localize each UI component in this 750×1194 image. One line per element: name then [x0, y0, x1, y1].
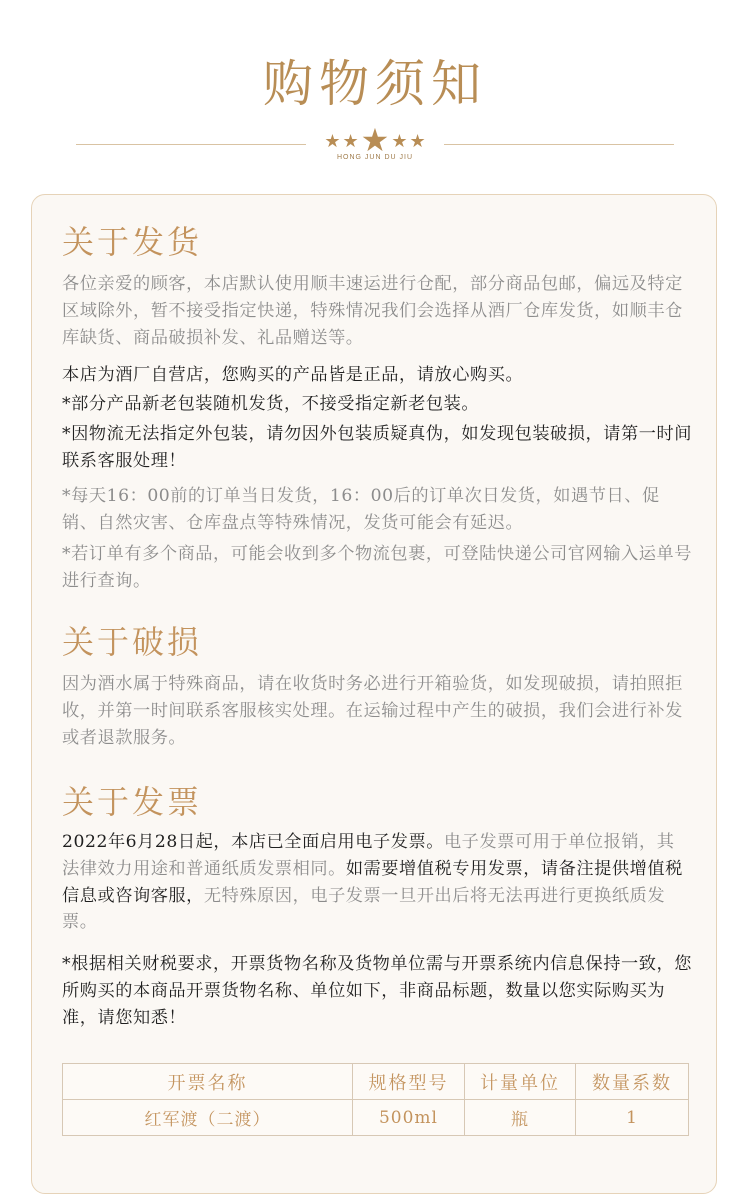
shipping-paragraph-2: 本店为酒厂自营店，您购买的产品皆是正品，请放心购买。 — [62, 365, 524, 385]
table-header-cell: 规格型号 — [353, 1064, 465, 1100]
star-icon: ★ — [324, 131, 341, 152]
table-cell: 1 — [576, 1100, 689, 1136]
page-title: 购物须知 — [263, 55, 487, 113]
invoice-text-no-exchange: 无特殊原因，电子发票一旦开出后将无法再进行更换纸质发票。 — [62, 885, 666, 933]
section-title-invoice: 关于发票 — [62, 783, 203, 821]
table-cell: 红军渡（二渡） — [63, 1100, 353, 1136]
section-title-shipping: 关于发货 — [62, 223, 203, 261]
invoice-text-start-date: 2022年6月28日起，本店已全面启用电子发票。 — [62, 832, 444, 852]
invoice-text-reimburse: 电子发票可用于单位报销，其法律效力用途和普通纸质发票相同。 — [62, 832, 675, 879]
table-cell: 瓶 — [465, 1100, 576, 1136]
invoice-paragraph-2: *根据相关财税要求，开票货物名称及货物单位需与开票系统内信息保持一致，您所购买的本商品开票货物名称、单位如下，非商品标题，数量以您实际购买为准，请您知悉！ — [62, 954, 692, 1028]
star-icon: ★ — [342, 131, 359, 152]
star-icon: ★ — [409, 131, 426, 152]
section-title-damage: 关于破损 — [62, 623, 203, 661]
table-cell: 500ml — [353, 1100, 465, 1136]
shipping-paragraph-4: *因物流无法指定外包装，请勿因外包装质疑真伪，如发现包装破损，请第一时间联系客服处理！ — [62, 424, 692, 471]
table-row — [63, 1100, 689, 1136]
invoice-text-vat: 如需要增值税专用发票，请备注提供增值税信息或咨询客服， — [62, 858, 683, 906]
damage-paragraph-1: 因为酒水属于特殊商品，请在收货时务必进行开箱验货，如发现破损，请拍照拒收，并第一时间联系客服核实处理。在运输过程中产生的破损，我们会进行补发或者退款服务。 — [62, 674, 683, 748]
invoice-paragraph-1 — [62, 829, 692, 936]
table-header-cell: 数量系数 — [576, 1064, 689, 1100]
shipping-paragraph-1: 各位亲爱的顾客，本店默认使用顺丰速运进行仓配，部分商品包邮，偏远及特定区域除外，暂不接受指定快递，特殊情况我们会选择从酒厂仓库发货，如顺丰仓库缺货、商品破损补发、礼品赠送等。 — [62, 274, 683, 348]
invoice-table — [62, 1063, 689, 1136]
shipping-paragraph-3: *部分产品新老包装随机发货，不接受指定新老包装。 — [62, 394, 480, 414]
star-icon: ★ — [360, 121, 390, 159]
title-divider — [0, 121, 750, 166]
shipping-paragraph-6: *若订单有多个商品，可能会收到多个物流包裹，可登陆快递公司官网输入运单号进行查询。 — [62, 544, 692, 591]
shipping-paragraph-5: *每天16：00前的订单当日发货，16：00后的订单次日发货，如遇节日、促销、自然灾害、仓库盘点等特殊情况，发货可能会有延迟。 — [62, 486, 660, 533]
brand-caption: HONG JUN DU JIU — [336, 154, 414, 161]
star-icon: ★ — [391, 131, 408, 152]
table-header-row — [63, 1064, 689, 1100]
table-header-cell: 计量单位 — [465, 1064, 576, 1100]
table-header-cell: 开票名称 — [63, 1064, 353, 1100]
